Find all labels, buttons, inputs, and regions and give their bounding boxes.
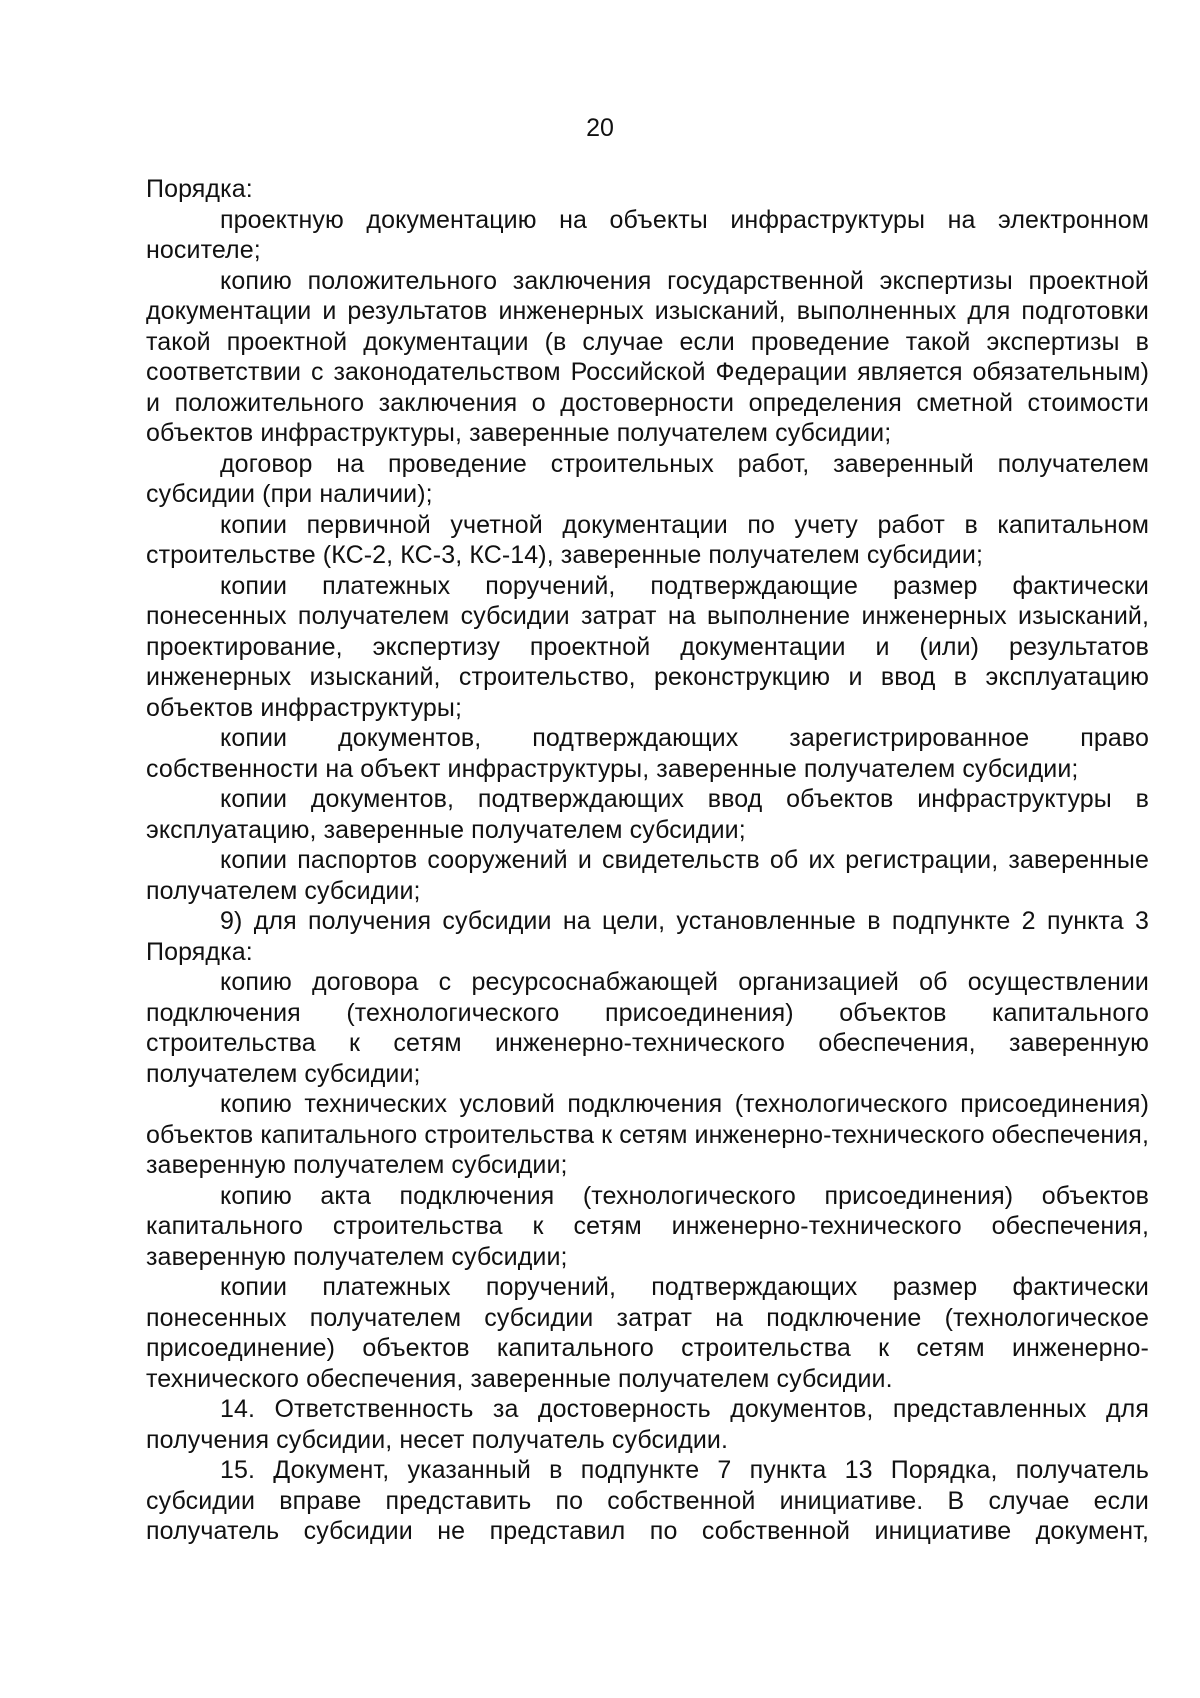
paragraph-construction-contract: договор на проведение строительных работ, заверенный получателем субсидии (при наличии); <box>146 449 1149 508</box>
paragraph-expertise-conclusion: копию положительного заключения государственной экспертизы проектной документации и результатов инженерных изысканий, выполненных для подготовки такой проектной документации (в случае если проведение такой экспертизы в соответствии с законодательством Российской Федерации является обязательным) и положительного заключения о достоверности определения сметной стоимости объектов инфраструктуры, заверенные получателем субсидии; <box>146 266 1149 447</box>
paragraph-supply-contract: копию договора с ресурсоснабжающей организацией об осуществлении подключения (технологического присоединения) объектов капитального строительства к сетям инженерно-технического обеспечения, заверенную получателем субсидии; <box>146 968 1149 1088</box>
paragraph-connection-payments: копии платежных поручений, подтверждающих размер фактически понесенных получателем субсидии затрат на подключение (технологическое присоединение) объектов капитального строительства к сетям инженерно-технического обеспечения, заверенные получателем субсидии. <box>146 1273 1149 1393</box>
paragraph-technical-conditions: копию технических условий подключения (технологического присоединения) объектов капитального строительства к сетям инженерно-технического обеспечения, заверенную получателем субсидии; <box>146 1090 1149 1179</box>
paragraph-payment-orders: копии платежных поручений, подтверждающие размер фактически понесенных получателем субсидии затрат на выполнение инженерных изысканий, проектирование, экспертизу проектной документации и (или) результатов инженерных изысканий, строительство, реконструкцию и ввод в эксплуатацию объектов инфраструктуры; <box>146 571 1149 722</box>
paragraph-connection-act: копию акта подключения (технологического присоединения) объектов капитального строительства к сетям инженерно-технического обеспечения, заверенную получателем субсидии; <box>146 1181 1149 1271</box>
paragraph-commissioning-documents: копии документов, подтверждающих ввод объектов инфраструктуры в эксплуатацию, заверенные получателем субсидии; <box>146 785 1149 844</box>
document-body <box>146 174 1149 1547</box>
paragraph-ownership-documents: копии документов, подтверждающих зарегистрированное право собственности на объект инфраструктуры, заверенные получателем субсидии; <box>146 724 1149 783</box>
paragraph-facility-passports: копии паспортов сооружений и свидетельств об их регистрации, заверенные получателем субсидии; <box>146 846 1149 905</box>
paragraph-project-documentation: проектную документацию на объекты инфраструктуры на электронном носителе; <box>146 205 1149 264</box>
paragraph-section-14: 14. Ответственность за достоверность документов, представленных для получения субсидии, несет получатель субсидии. <box>146 1395 1149 1454</box>
paragraph-heading-continuation: Порядка: <box>146 175 253 203</box>
paragraph-section-15: 15. Документ, указанный в подпункте 7 пункта 13 Порядка, получатель субсидии вправе представить по собственной инициативе. В случае если получатель субсидии не представил по собственной инициативе документ, <box>146 1456 1149 1545</box>
paragraph-primary-accounting: копии первичной учетной документации по учету работ в капитальном строительстве (КС-2, КС-3, КС-14), заверенные получателем субсидии; <box>146 510 1149 569</box>
page-number: 20 <box>586 114 614 142</box>
paragraph-item-9: 9) для получения субсидии на цели, установленные в подпункте 2 пункта 3 Порядка: <box>146 907 1149 966</box>
